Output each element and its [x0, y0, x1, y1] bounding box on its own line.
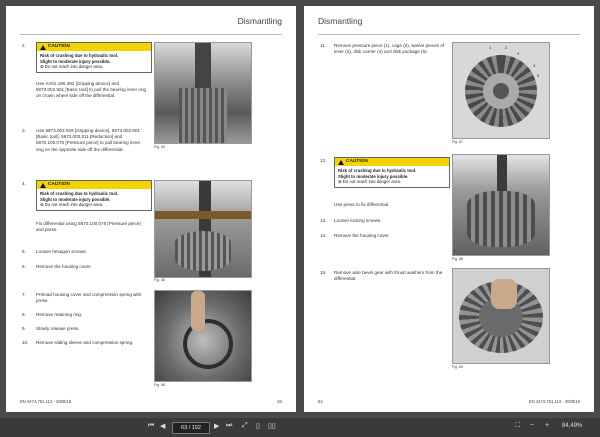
- step-text: Remove retaining ring.: [36, 312, 83, 317]
- step-text: Remove axle bevel gear with thrust washers from the differential.: [334, 270, 443, 282]
- page-header: Dismantling: [237, 16, 282, 26]
- step-number: 3.: [22, 128, 26, 133]
- step-text: Remove the housing cover.: [334, 233, 390, 238]
- figure-image: [452, 154, 550, 256]
- callout-number: 4: [533, 63, 536, 68]
- document-id: EN 4474.751.113 - 2008/19: [20, 399, 72, 404]
- step-number: 4.: [22, 181, 26, 186]
- step-number: 6.: [22, 264, 26, 269]
- warning-icon: [40, 45, 46, 50]
- viewer-toolbar: [0, 418, 600, 437]
- figure-image: [452, 268, 550, 364]
- step-text: Slowly release press.: [36, 326, 80, 331]
- step-text: Remove sliding sleeve and compression spring.: [36, 340, 134, 345]
- prev-page-icon[interactable]: ◀: [160, 423, 166, 430]
- step-text: Use AA01.195.394 [Gripping device] and 5873.002.901 [Basic tool] to pull the bearing inner ring on crown wheel side off the differential.: [36, 81, 147, 99]
- figure-label: Fig. 87: [452, 140, 463, 144]
- step-number: 7.: [22, 292, 26, 297]
- step-number: 5.: [22, 249, 26, 254]
- fit-page-icon[interactable]: ⤢: [242, 422, 248, 429]
- callout-number: 3: [517, 51, 520, 56]
- single-page-icon[interactable]: ▯: [256, 423, 260, 430]
- step-number: 9.: [22, 326, 26, 331]
- right-page: [304, 6, 594, 412]
- step-number: 12.: [320, 158, 327, 163]
- figure-image: [154, 180, 252, 278]
- step-number: 8.: [22, 312, 26, 317]
- step-text: Remove the housing cover.: [36, 264, 92, 269]
- figure-label: Fig. 89: [452, 365, 463, 369]
- step-number: 13.: [320, 218, 327, 223]
- figure-image: [154, 42, 252, 144]
- figure-label: Fig. 86: [154, 383, 165, 387]
- figure-label: Fig. 84: [154, 145, 165, 149]
- step-text: Loosen locking screws.: [334, 218, 382, 223]
- zoom-out-button[interactable]: −: [530, 422, 535, 429]
- callout-number: 2: [505, 45, 508, 50]
- document-id: EN 4474.751.113 - 2008/19: [528, 399, 580, 404]
- first-page-icon[interactable]: ⏮: [148, 422, 155, 429]
- caution-box: CAUTION Risk of crushing due to hydraulic tool. Slight to moderate injury possible. ⊗ Do not reach into danger area.: [36, 42, 152, 73]
- step-number: 11.: [320, 43, 327, 48]
- figure-label: Fig. 85: [154, 278, 165, 282]
- step-number: 2.: [22, 43, 26, 48]
- step-text: Remove pressure piece (1), cage (2), twelve pieces of lever (3), disk carrier (4) and disk package (5).: [334, 43, 445, 55]
- step-text: Use 5873.003.029 [Gripping device], 5873.002.901 [Basic tool], 5873.003.011 [Reduction] and 5870.100.075 [Pressure piece] to pull bearing inner ring on the opposite side off the differential.: [36, 128, 141, 152]
- caution-box: CAUTION Risk of crushing due to hydraulic tool. Slight to moderate injury possible. ⊗ Do not reach into danger area.: [36, 180, 152, 211]
- step-number: 15.: [320, 270, 327, 275]
- step-number: 10.: [22, 340, 29, 345]
- callout-number: 5: [537, 73, 540, 78]
- header-divider: [20, 34, 282, 35]
- left-page: [6, 6, 296, 412]
- figure-image: [452, 42, 550, 139]
- fullscreen-icon[interactable]: ⛶: [515, 422, 520, 429]
- page-number: 64: [318, 399, 323, 404]
- warning-icon: [40, 183, 46, 188]
- zoom-level[interactable]: 84,49%: [562, 423, 583, 429]
- zoom-in-button[interactable]: +: [545, 422, 550, 429]
- callout-number: 1: [489, 45, 492, 50]
- page-header: Dismantling: [318, 16, 363, 26]
- step-text: Use press to fix differential.: [334, 202, 390, 207]
- page-number: 63: [277, 399, 282, 404]
- caution-box: CAUTION Risk of crushing due to hydraulic tool. Slight to moderate injury possible. ⊗ Do not reach into danger area.: [334, 157, 450, 188]
- two-page-icon[interactable]: ▯▯: [268, 423, 276, 430]
- step-text: Preload housing cover and compression spring with press.: [36, 292, 142, 304]
- step-number: 14.: [320, 233, 327, 238]
- page-number-input[interactable]: 63 / 192: [172, 422, 210, 434]
- figure-image: [154, 290, 252, 382]
- next-page-icon[interactable]: ▶: [214, 423, 220, 430]
- step-text: Loosen hexagon screws.: [36, 249, 87, 254]
- header-divider: [318, 34, 580, 35]
- warning-icon: [338, 160, 344, 165]
- step-text: Fix differential using 5870.100.075 [Pressure piece] and press.: [36, 221, 141, 233]
- last-page-icon[interactable]: ⏭: [226, 422, 233, 429]
- figure-label: Fig. 88: [452, 257, 463, 261]
